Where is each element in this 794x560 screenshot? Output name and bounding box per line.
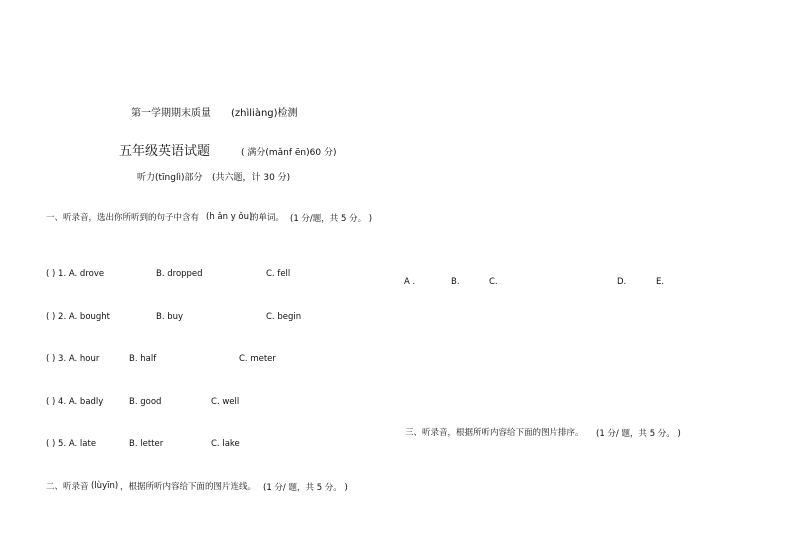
question-3-option-b: B. half xyxy=(129,354,157,364)
question-2-option-b: B. buy xyxy=(156,312,184,322)
question-4-option-a: ( ) 4. A. badly xyxy=(46,397,104,407)
term-title: 第一学期期末质量 xyxy=(131,108,211,119)
section2-instruction-end: ，根据所听内容给下面的图片连线。 xyxy=(120,482,257,492)
question-2-option-c: C. begin xyxy=(266,312,302,322)
listening-part-title: 听力(tīnglì)部分 xyxy=(137,173,203,183)
question-1-option-b: B. dropped xyxy=(156,269,203,279)
picture-label-c: C. xyxy=(489,277,498,287)
question-1-option-c: C. fell xyxy=(266,269,291,279)
score-note: ( 满分(mǎnf ēn)60 分) xyxy=(241,148,337,158)
section2-instruction: 二、听录音 xyxy=(46,482,89,492)
question-3-option-a: ( ) 3. A. hour xyxy=(46,354,100,364)
question-5-option-c: C. lake xyxy=(211,439,240,449)
section2-points: (1 分/ 题，共 5 分。 ) xyxy=(263,483,348,493)
section1-points: (1 分/题，共 5 分。 ) xyxy=(290,214,373,224)
section1-instruction: 一、听录音，选出你所听到的句子中含有 xyxy=(46,213,200,223)
term-title-pinyin: (zhìliàng)检测 xyxy=(231,108,298,119)
question-4-option-b: B. good xyxy=(129,397,162,407)
question-5-option-b: B. letter xyxy=(129,439,164,449)
picture-label-e: E. xyxy=(656,277,665,287)
section1-pinyin: (h ǎn y ǒu) xyxy=(206,212,253,222)
section3-points: (1 分/ 题，共 5 分。 ) xyxy=(596,429,681,439)
picture-label-b: B. xyxy=(451,277,460,287)
question-2-option-a: ( ) 2. A. bought xyxy=(46,312,111,322)
picture-label-d: D. xyxy=(617,277,627,287)
question-5-option-a: ( ) 5. A. late xyxy=(46,439,97,449)
section3-instruction: 三、听录音，根据所听内容给下面的图片排序。 xyxy=(405,428,584,438)
picture-label-a: A . xyxy=(404,277,416,287)
section2-pinyin: (lùyīn) xyxy=(91,481,119,491)
listening-part-total: (共六题，计 30 分) xyxy=(212,173,291,183)
grade-title: 五年级英语试题 xyxy=(119,144,211,159)
section1-instruction-end: 的单词。 xyxy=(250,213,285,223)
question-1-option-a: ( ) 1. A. drove xyxy=(46,269,105,279)
question-4-option-c: C. well xyxy=(211,397,240,407)
question-3-option-c: C. meter xyxy=(239,354,276,364)
